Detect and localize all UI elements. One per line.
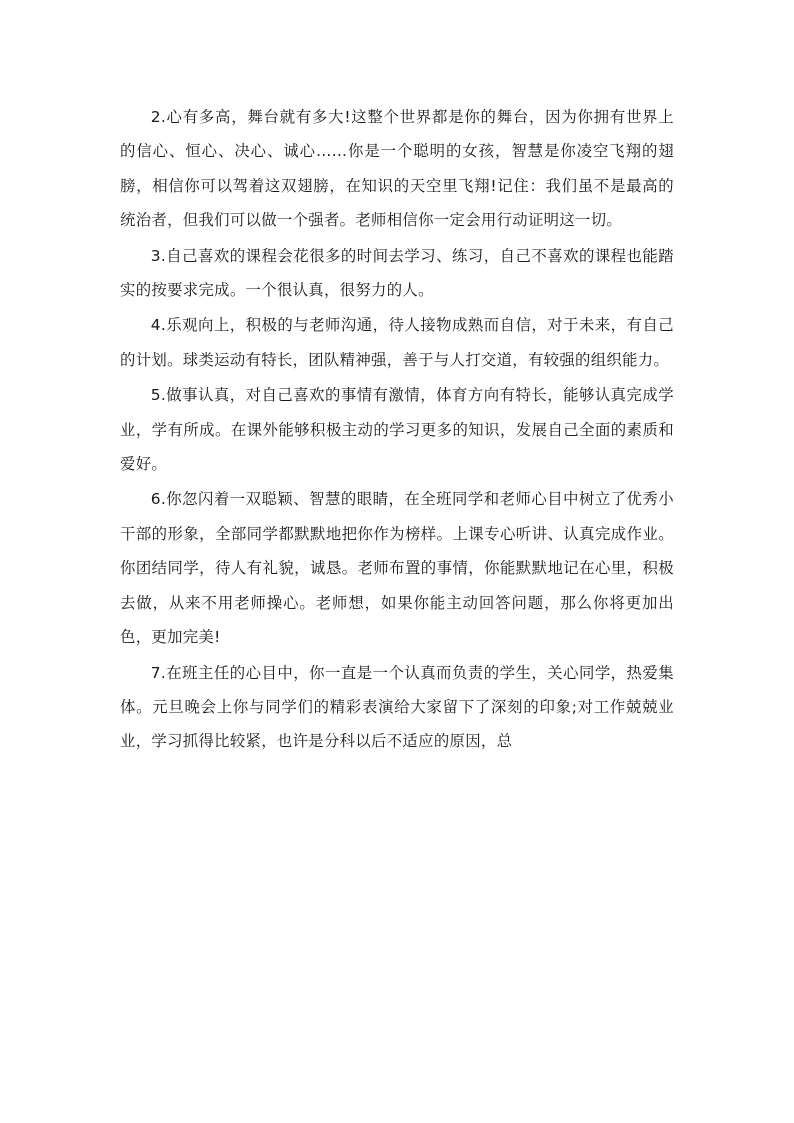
paragraph-5: 5.做事认真，对自己喜欢的事情有激情，体育方向有特长，能够认真完成学业，学有所成。在课外能够积极主动的学习更多的知识，发展自己全面的素质和爱好。 [120,386,674,474]
document-body [120,100,674,759]
paragraph-4: 4.乐观向上，积极的与老师沟通，待人接物成熟而自信，对于未来，有自己的计划。球类运动有特长，团队精神强，善于与人打交道，有较强的组织能力。 [120,316,674,369]
paragraph-6: 6.你忽闪着一双聪颖、智慧的眼睛，在全班同学和老师心目中树立了优秀小干部的形象，全部同学都默默地把你作为榜样。上课专心听讲、认真完成作业。你团结同学，待人有礼貌，诚恳。老师布置的事情，你能默默地记在心里，积极去做，从来不用老师操心。老师想，如果你能主动回答问题，那么你将更加出色，更加完美! [120,490,674,647]
paragraph-7: 7.在班主任的心目中，你一直是一个认真而负责的学生，关心同学，热爱集体。元旦晚会上你与同学们的精彩表演给大家留下了深刻的印象;对工作兢兢业业，学习抓得比较紧，也许是分科以后不适应的原因，总 [120,663,674,751]
paragraph-3: 3.自己喜欢的课程会花很多的时间去学习、练习，自己不喜欢的课程也能踏实的按要求完成。一个很认真，很努力的人。 [120,246,674,300]
paragraph-2: 2.心有多高，舞台就有多大!这整个世界都是你的舞台，因为你拥有世界上的信心、恒心、决心、诚心……你是一个聪明的女孩，智慧是你凌空飞翔的翅膀，相信你可以驾着这双翅膀，在知识的天空里飞翔!记住：我们虽不是最高的统治者，但我们可以做一个强者。老师相信你一定会用行动证明这一切。 [120,108,674,230]
